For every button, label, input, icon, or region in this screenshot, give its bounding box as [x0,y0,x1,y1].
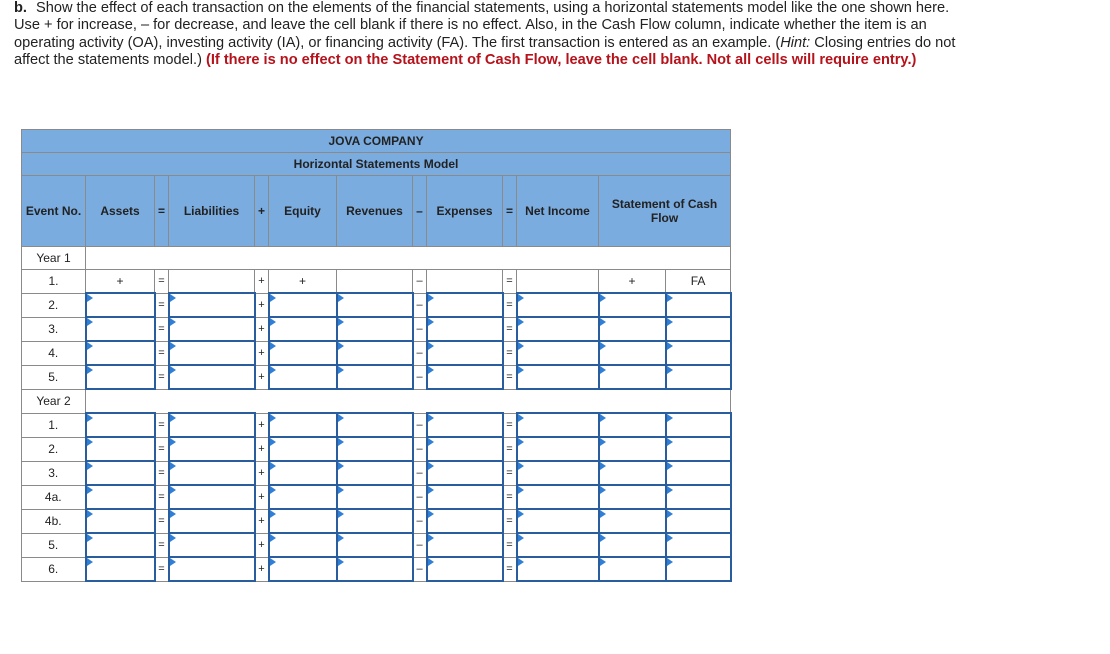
equals-sign: = [155,533,169,557]
equity-input[interactable] [269,413,337,437]
liabilities-input[interactable] [169,365,255,389]
net-income-input[interactable] [517,533,599,557]
horizontal-statements-model-table [21,129,732,582]
minus-sign: – [413,270,427,294]
table-row [22,365,731,389]
liabilities-input[interactable] [169,317,255,341]
instructions [14,0,964,70]
liabilities-input[interactable] [169,293,255,317]
assets-input[interactable] [86,317,155,341]
assets-input[interactable] [86,293,155,317]
cash-flow-type-input[interactable] [666,509,731,533]
minus-sign: – [413,365,427,389]
minus-sign: – [413,461,427,485]
expenses-input[interactable] [427,341,503,365]
event-number: 4. [22,341,86,365]
cash-flow-type-input[interactable] [666,365,731,389]
header-plus: + [255,176,269,247]
expenses-input[interactable] [427,461,503,485]
table-row [22,293,731,317]
equity-input[interactable] [269,365,337,389]
hint-text: Closing entries do not affect the statements model.) [14,34,956,69]
assets-input[interactable] [86,461,155,485]
liabilities-input[interactable] [169,461,255,485]
minus-sign: – [413,485,427,509]
equals-sign: = [155,341,169,365]
liabilities-input[interactable] [169,341,255,365]
table-row [22,509,731,533]
expenses-input[interactable] [427,437,503,461]
revenues-input[interactable] [337,557,413,581]
cash-flow-sign-input[interactable] [599,461,666,485]
header-liabilities: Liabilities [169,176,255,247]
header-equity: Equity [269,176,337,247]
example-row [22,270,731,294]
equity-input[interactable] [269,509,337,533]
equals-sign: = [503,270,517,294]
no-effect-note: (If there is no effect on the Statement of Cash Flow, leave the cell blank. Not all cells will require entry.) [205,52,917,69]
equals-sign: = [503,485,517,509]
year-1-label: Year 1 [22,247,86,270]
net-income-input[interactable] [517,557,599,581]
event-number: 6. [22,557,86,581]
event-number: 4b. [22,509,86,533]
expenses-input[interactable] [427,509,503,533]
net-income-input[interactable] [517,293,599,317]
equity-input[interactable] [269,437,337,461]
expenses-input[interactable] [427,485,503,509]
equity-input[interactable] [269,533,337,557]
equity-input[interactable] [269,293,337,317]
assets-cell: + [86,270,155,294]
equals-sign: = [155,557,169,581]
equity-cell: + [269,270,337,294]
revenues-input[interactable] [337,485,413,509]
assets-input[interactable] [86,557,155,581]
expenses-cell [427,270,503,294]
event-number: 3. [22,317,86,341]
equals-sign: = [503,365,517,389]
cash-flow-type-input[interactable] [666,341,731,365]
net-income-input[interactable] [517,461,599,485]
equity-input[interactable] [269,557,337,581]
net-income-input[interactable] [517,317,599,341]
assets-input[interactable] [86,413,155,437]
minus-sign: – [413,509,427,533]
cash-flow-sign-input[interactable] [599,365,666,389]
table-row [22,341,731,365]
event-number: 1. [22,413,86,437]
net-income-input[interactable] [517,413,599,437]
revenues-input[interactable] [337,413,413,437]
event-number: 5. [22,365,86,389]
liabilities-input[interactable] [169,557,255,581]
assets-input[interactable] [86,365,155,389]
plus-sign: + [255,317,269,341]
equals-sign: = [155,437,169,461]
liabilities-cell [169,270,255,294]
equity-input[interactable] [269,485,337,509]
company-name: JOVA COMPANY [22,130,731,153]
expenses-input[interactable] [427,557,503,581]
equals-sign: = [503,533,517,557]
liabilities-input[interactable] [169,533,255,557]
cash-flow-type-input[interactable] [666,557,731,581]
net-income-input[interactable] [517,509,599,533]
equals-sign: = [503,509,517,533]
expenses-input[interactable] [427,533,503,557]
header-minus: – [413,176,427,247]
equals-sign: = [503,317,517,341]
expenses-input[interactable] [427,413,503,437]
table-row [22,437,731,461]
equals-sign: = [155,413,169,437]
year-2-spacer [86,389,731,413]
plus-sign: + [255,293,269,317]
cash-flow-sign-input[interactable] [599,557,666,581]
expenses-input[interactable] [427,293,503,317]
liabilities-input[interactable] [169,485,255,509]
header-revenues: Revenues [337,176,413,247]
cash-flow-type-input[interactable] [666,461,731,485]
table-row [22,317,731,341]
expenses-input[interactable] [427,365,503,389]
minus-sign: – [413,317,427,341]
equals-sign: = [155,485,169,509]
hint-word: Hint: [780,34,811,51]
net-income-input[interactable] [517,341,599,365]
net-income-input[interactable] [517,485,599,509]
equals-sign: = [503,413,517,437]
cash-flow-type-input[interactable] [666,293,731,317]
event-number: 2. [22,293,86,317]
revenues-input[interactable] [337,341,413,365]
equals-sign: = [503,557,517,581]
liabilities-input[interactable] [169,413,255,437]
equity-input[interactable] [269,317,337,341]
plus-sign: + [255,365,269,389]
header-net-income: Net Income [517,176,599,247]
cash-flow-type-input[interactable] [666,485,731,509]
net-income-cell [517,270,599,294]
revenues-input[interactable] [337,437,413,461]
cash-flow-sign-input[interactable] [599,293,666,317]
equals-sign: = [155,365,169,389]
cash-flow-type-input[interactable] [666,413,731,437]
assets-input[interactable] [86,485,155,509]
revenues-input[interactable] [337,533,413,557]
plus-sign: + [255,485,269,509]
revenues-input[interactable] [337,461,413,485]
cash-flow-type-input[interactable] [666,437,731,461]
revenues-input[interactable] [337,293,413,317]
equals-sign: = [155,509,169,533]
liabilities-input[interactable] [169,437,255,461]
plus-sign: + [255,461,269,485]
header-event: Event No. [22,176,86,247]
cash-flow-sign-input[interactable] [599,485,666,509]
assets-input[interactable] [86,341,155,365]
year-1-spacer [86,247,731,270]
equals-sign: = [503,461,517,485]
minus-sign: – [413,341,427,365]
plus-sign: + [255,341,269,365]
minus-sign: – [413,293,427,317]
plus-sign: + [255,533,269,557]
equals-sign: = [503,293,517,317]
equals-sign: = [503,341,517,365]
instructions-text: Show the effect of each transaction on the elements of the financial statements, using a horizontal statements model like the one shown here. Use + for increase, – for decrease, and leave the cell blank if there is no effect. Also, in the Cash Flow column, indicate whether the item is an operating activity (OA), investing activity (IA), or financing activity (FA). The first transaction is entered as an example. ( [14,0,950,51]
revenues-input[interactable] [337,365,413,389]
revenues-cell [337,270,413,294]
equals-sign: = [155,461,169,485]
equity-input[interactable] [269,341,337,365]
plus-sign: + [255,437,269,461]
cash-flow-type-cell: FA [666,270,731,294]
table-row [22,461,731,485]
equity-input[interactable] [269,461,337,485]
equals-sign: = [503,437,517,461]
header-eq2: = [503,176,517,247]
net-income-input[interactable] [517,365,599,389]
event-number: 4a. [22,485,86,509]
event-number: 2. [22,437,86,461]
plus-sign: + [255,557,269,581]
minus-sign: – [413,557,427,581]
header-row [22,176,731,247]
net-income-input[interactable] [517,437,599,461]
part-label: b. [14,0,27,16]
table-row [22,485,731,509]
plus-sign: + [255,270,269,294]
cash-flow-sign-input[interactable] [599,317,666,341]
event-number: 3. [22,461,86,485]
expenses-input[interactable] [427,317,503,341]
plus-sign: + [255,413,269,437]
header-assets: Assets [86,176,155,247]
header-eq1: = [155,176,169,247]
cash-flow-sign-input[interactable] [599,413,666,437]
cash-flow-sign-input[interactable] [599,437,666,461]
revenues-input[interactable] [337,509,413,533]
header-expenses: Expenses [427,176,503,247]
cash-flow-type-input[interactable] [666,317,731,341]
assets-input[interactable] [86,437,155,461]
cash-flow-type-input[interactable] [666,533,731,557]
event-number: 5. [22,533,86,557]
header-cash-flow: Statement of Cash Flow [599,176,731,247]
assets-input[interactable] [86,533,155,557]
table-row [22,413,731,437]
cash-flow-sign-input[interactable] [599,509,666,533]
equals-sign: = [155,293,169,317]
model-title: Horizontal Statements Model [22,153,731,176]
minus-sign: – [413,437,427,461]
table-row [22,557,731,581]
minus-sign: – [413,533,427,557]
cash-flow-sign-input[interactable] [599,533,666,557]
equals-sign: = [155,317,169,341]
assets-input[interactable] [86,509,155,533]
year-2-label: Year 2 [22,389,86,413]
liabilities-input[interactable] [169,509,255,533]
table-row [22,533,731,557]
minus-sign: – [413,413,427,437]
cash-flow-sign-input[interactable] [599,341,666,365]
event-number: 1. [22,270,86,294]
equals-sign: = [155,270,169,294]
plus-sign: + [255,509,269,533]
revenues-input[interactable] [337,317,413,341]
cash-flow-sign-cell: + [599,270,666,294]
